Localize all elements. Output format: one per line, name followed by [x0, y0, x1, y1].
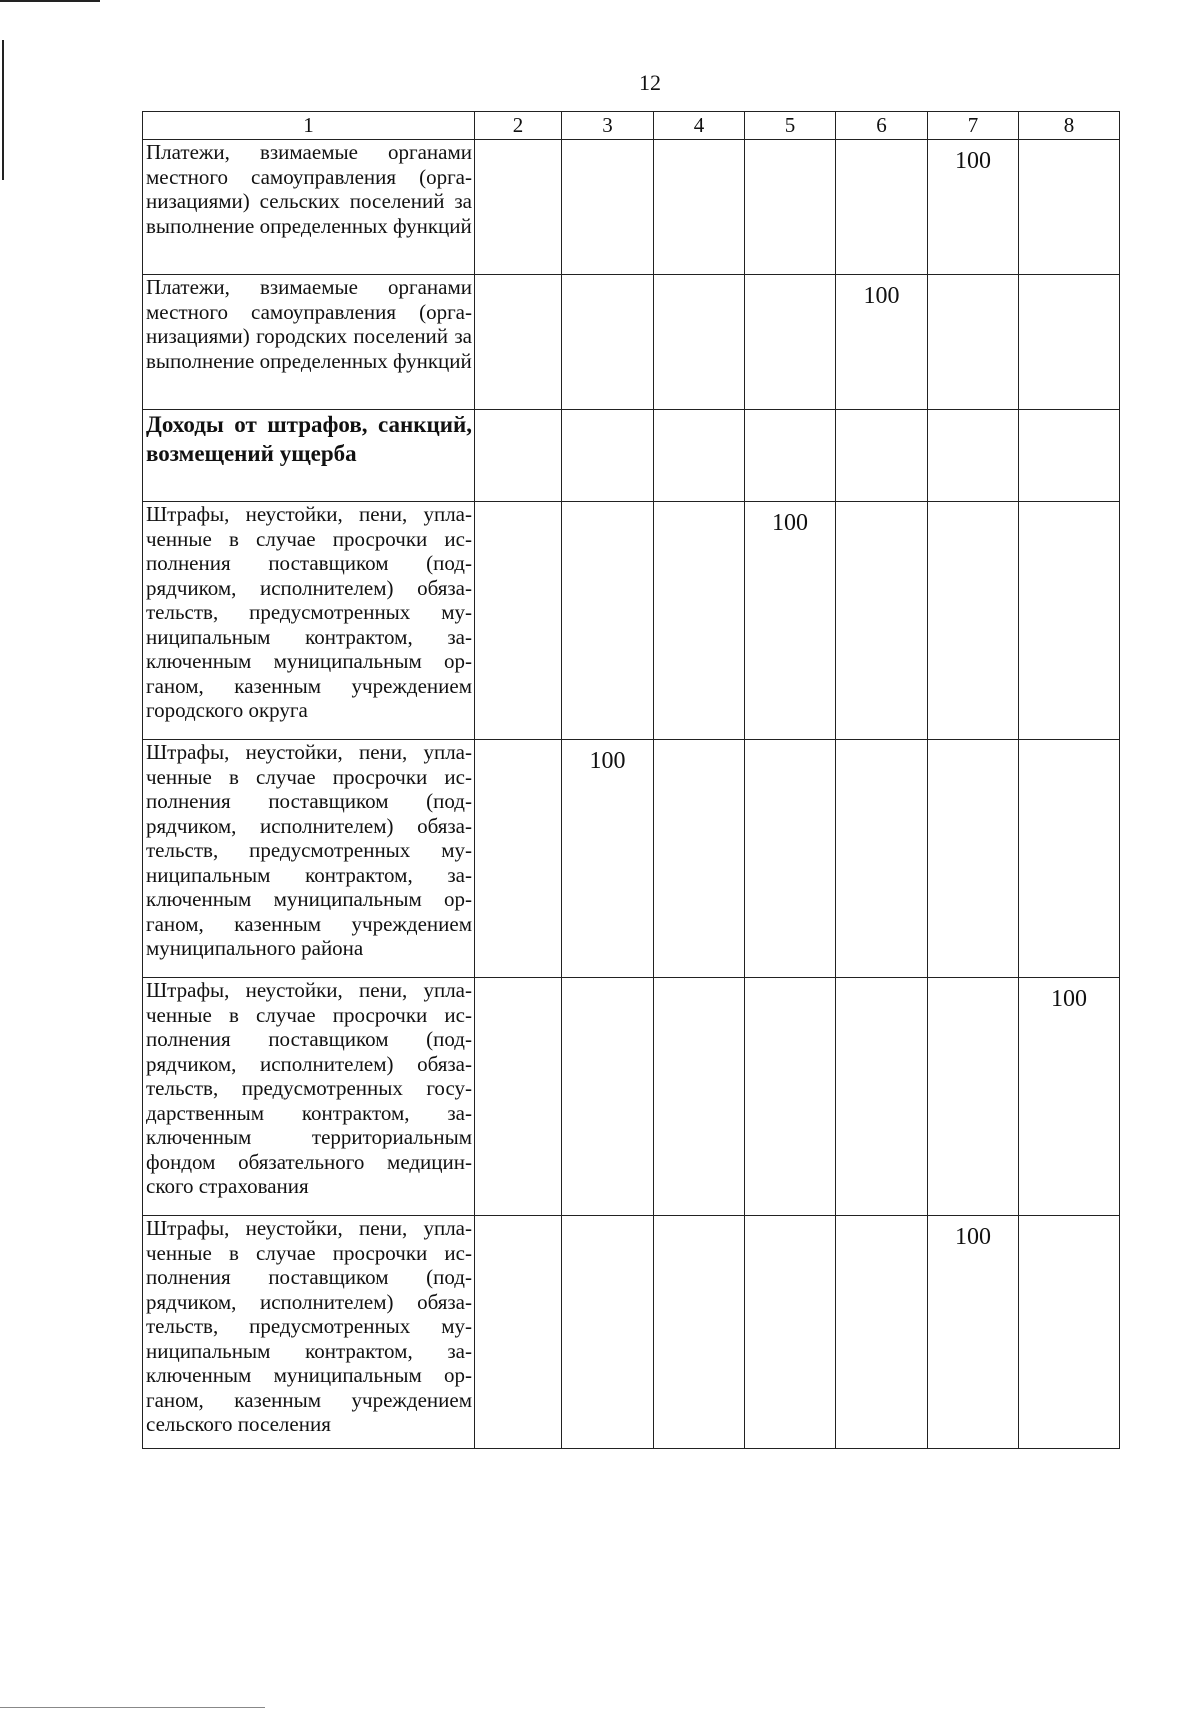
empty-cell	[928, 275, 1019, 410]
table-row	[143, 1216, 1120, 1449]
empty-cell	[562, 275, 654, 410]
scan-edge-line-left	[2, 40, 4, 180]
empty-cell	[928, 502, 1019, 740]
table-row	[143, 502, 1120, 740]
description-cell: Платежи, взимаемые органами местного самоуправления (орга-низациями) сельских поселений за выполнение определенных функций	[143, 140, 475, 275]
empty-cell	[836, 978, 928, 1216]
empty-cell	[475, 1216, 562, 1449]
empty-cell	[836, 140, 928, 275]
empty-cell	[654, 502, 745, 740]
column-header-2: 2	[475, 112, 562, 140]
section-heading-cell: Доходы от штрафов, санкций, возмещений ущерба	[143, 410, 475, 502]
empty-cell	[1019, 1216, 1120, 1449]
column-header-5: 5	[745, 112, 836, 140]
empty-cell	[745, 140, 836, 275]
empty-cell	[475, 275, 562, 410]
empty-cell	[745, 410, 836, 502]
column-header-8: 8	[1019, 112, 1120, 140]
empty-cell	[654, 410, 745, 502]
empty-cell	[475, 740, 562, 978]
empty-cell	[745, 740, 836, 978]
page-number: 12	[639, 70, 661, 95]
empty-cell	[836, 502, 928, 740]
empty-cell	[836, 410, 928, 502]
empty-cell	[654, 978, 745, 1216]
column-header-3: 3	[562, 112, 654, 140]
empty-cell	[475, 502, 562, 740]
value-cell: 100	[562, 740, 654, 978]
description-cell: Штрафы, неустойки, пени, упла-ченные в случае просрочки ис-полнения поставщиком (под-рядчиком, исполнителем) обяза-тельств, предусмотренных му-ниципальным контрактом, за-ключенным муниципальным ор-ганом, казенным учреждением муниципального района	[143, 740, 475, 978]
empty-cell	[475, 140, 562, 275]
description-cell: Штрафы, неустойки, пени, упла-ченные в случае просрочки ис-полнения поставщиком (под-рядчиком, исполнителем) обяза-тельств, предусмотренных му-ниципальным контрактом, за-ключенным муниципальным ор-ганом, казенным учреждением сельского поселения	[143, 1216, 475, 1449]
empty-cell	[654, 1216, 745, 1449]
description-cell: Штрафы, неустойки, пени, упла-ченные в случае просрочки ис-полнения поставщиком (под-рядчиком, исполнителем) обяза-тельств, предусмотренных госу-дарственным контрактом, за-ключенным территориальным фондом обязательного медицин-ского страхования	[143, 978, 475, 1216]
empty-cell	[928, 740, 1019, 978]
table-row	[143, 978, 1120, 1216]
table-row	[143, 740, 1120, 978]
empty-cell	[745, 275, 836, 410]
empty-cell	[745, 1216, 836, 1449]
empty-cell	[654, 275, 745, 410]
empty-cell	[745, 978, 836, 1216]
table-row	[143, 275, 1120, 410]
empty-cell	[562, 978, 654, 1216]
empty-cell	[654, 140, 745, 275]
empty-cell	[928, 978, 1019, 1216]
empty-cell	[562, 502, 654, 740]
empty-cell	[1019, 740, 1120, 978]
empty-cell	[836, 1216, 928, 1449]
scan-edge-line-top	[0, 0, 100, 2]
document-table	[142, 111, 1120, 1449]
empty-cell	[1019, 410, 1120, 502]
empty-cell	[562, 410, 654, 502]
empty-cell	[928, 410, 1019, 502]
empty-cell	[1019, 275, 1120, 410]
value-cell: 100	[1019, 978, 1120, 1216]
column-header-4: 4	[654, 112, 745, 140]
column-header-1: 1	[143, 112, 475, 140]
empty-cell	[1019, 502, 1120, 740]
empty-cell	[836, 740, 928, 978]
table-row	[143, 410, 1120, 502]
empty-cell	[475, 978, 562, 1216]
empty-cell	[475, 410, 562, 502]
table-header-row	[143, 112, 1120, 140]
table-body	[143, 140, 1120, 1449]
empty-cell	[562, 1216, 654, 1449]
column-header-6: 6	[836, 112, 928, 140]
value-cell: 100	[745, 502, 836, 740]
description-cell: Платежи, взимаемые органами местного самоуправления (орга-низациями) городских поселений за выполнение определенных функций	[143, 275, 475, 410]
empty-cell	[562, 140, 654, 275]
value-cell: 100	[928, 1216, 1019, 1449]
column-header-7: 7	[928, 112, 1019, 140]
empty-cell	[1019, 140, 1120, 275]
value-cell: 100	[928, 140, 1019, 275]
value-cell: 100	[836, 275, 928, 410]
table-row	[143, 140, 1120, 275]
description-cell: Штрафы, неустойки, пени, упла-ченные в случае просрочки ис-полнения поставщиком (под-рядчиком, исполнителем) обяза-тельств, предусмотренных му-ниципальным контрактом, за-ключенным муниципальным ор-ганом, казенным учреждением городского округа	[143, 502, 475, 740]
empty-cell	[654, 740, 745, 978]
scan-edge-line-bottom	[0, 1707, 265, 1708]
